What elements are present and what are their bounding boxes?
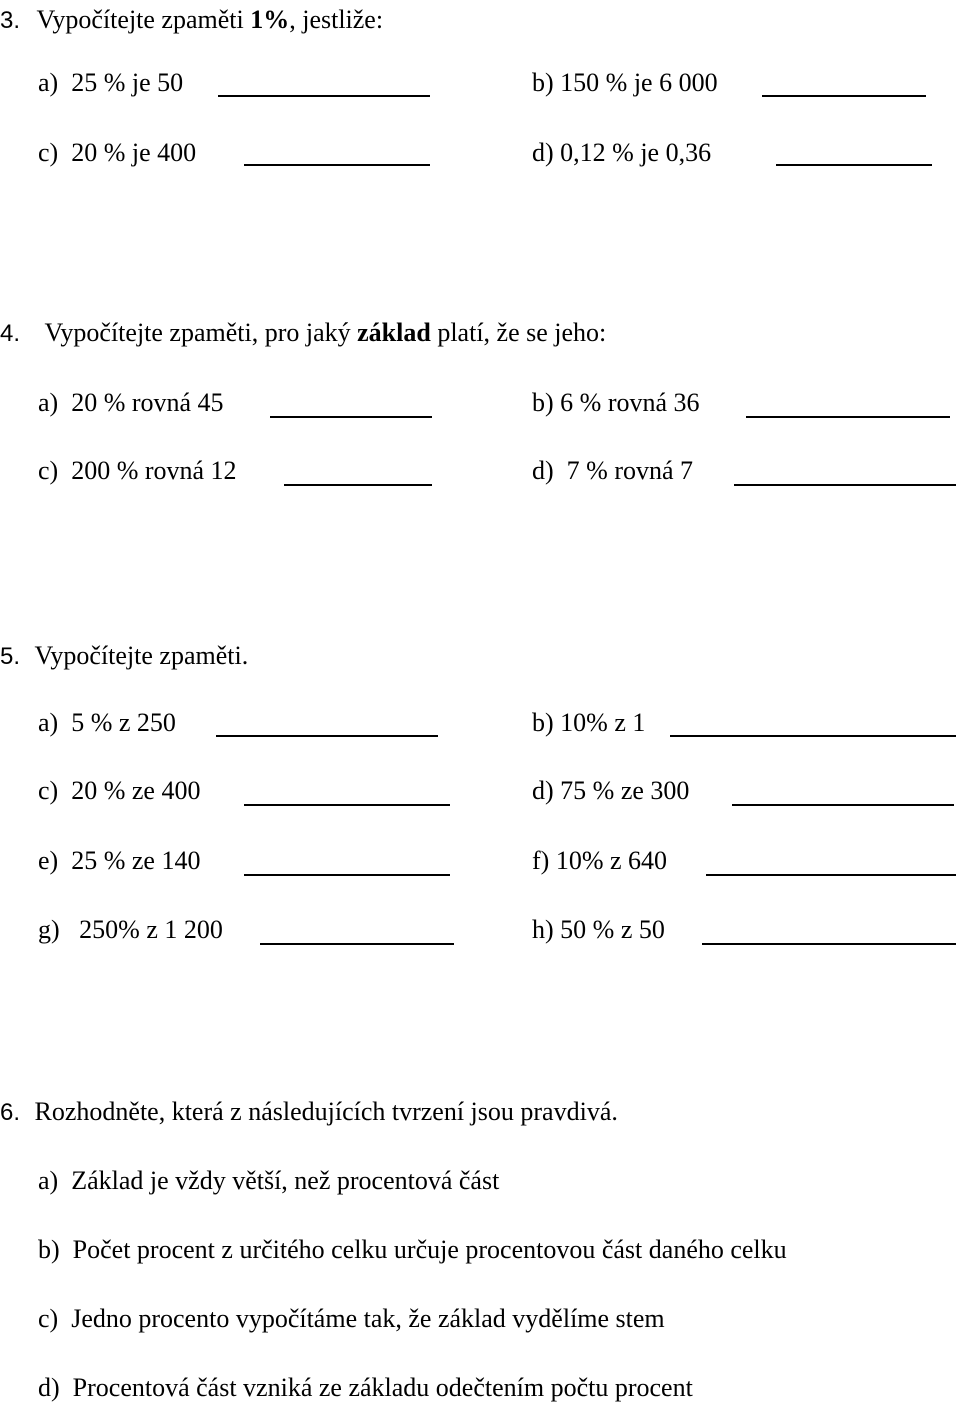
task-3-item-d bbox=[532, 138, 711, 168]
item-text: 25 % je 50 bbox=[71, 68, 184, 97]
item-label: a) bbox=[38, 68, 59, 97]
item-text: Procentová část vzniká ze základu odečtením počtu procent bbox=[72, 1373, 693, 1402]
item-text: 5 % z 250 bbox=[71, 708, 176, 737]
task-3-item-c bbox=[38, 138, 196, 168]
item-label: c) bbox=[38, 138, 59, 167]
answer-blank-3b[interactable] bbox=[762, 95, 926, 97]
task-3-heading bbox=[0, 5, 383, 36]
item-label: e) bbox=[38, 846, 59, 875]
task-5-item-f bbox=[532, 846, 667, 876]
item-text: Počet procent z určitého celku určuje procentovou část daného celku bbox=[72, 1235, 787, 1264]
task-5-item-c bbox=[38, 776, 200, 806]
answer-blank-4c[interactable] bbox=[284, 484, 432, 486]
task-4-item-a bbox=[38, 388, 224, 418]
task-title-after: , jestliže: bbox=[289, 5, 384, 34]
item-label: d) bbox=[532, 776, 554, 805]
item-text: 200 % rovná 12 bbox=[71, 456, 237, 485]
item-label: b) bbox=[532, 708, 554, 737]
task-5-item-e bbox=[38, 846, 200, 876]
task-title-before: Vypočítejte zpaměti, pro jaký bbox=[44, 318, 358, 347]
task-4-item-b bbox=[532, 388, 700, 418]
item-text: 20 % ze 400 bbox=[71, 776, 201, 805]
item-label: d) bbox=[532, 456, 554, 485]
answer-blank-3d[interactable] bbox=[776, 164, 932, 166]
task-title: Rozhodněte, která z následujících tvrzení jsou pravdivá. bbox=[34, 1097, 618, 1126]
item-text: 25 % ze 140 bbox=[71, 846, 201, 875]
item-text: 75 % ze 300 bbox=[560, 776, 690, 805]
item-text: 7 % rovná 7 bbox=[566, 456, 694, 485]
answer-blank-5h[interactable] bbox=[702, 943, 956, 945]
answer-blank-5g[interactable] bbox=[260, 943, 454, 945]
item-label: d) bbox=[38, 1373, 60, 1402]
task-5-heading bbox=[0, 641, 248, 672]
task-5-item-d bbox=[532, 776, 689, 806]
task-title: Vypočítejte zpaměti. bbox=[34, 641, 249, 670]
item-label: a) bbox=[38, 708, 59, 737]
item-label: b) bbox=[532, 388, 554, 417]
item-text: 20 % rovná 45 bbox=[71, 388, 224, 417]
task-5-item-b bbox=[532, 708, 645, 738]
item-label: c) bbox=[38, 1304, 59, 1333]
task-number: 3. bbox=[0, 7, 21, 34]
task-5-item-g bbox=[38, 915, 223, 945]
task-6-item-c bbox=[38, 1304, 665, 1334]
task-6-item-b bbox=[38, 1235, 787, 1265]
task-5-item-h bbox=[532, 915, 665, 945]
item-label: h) bbox=[532, 915, 554, 944]
item-label: g) bbox=[38, 915, 60, 944]
task-title-before: Vypočítejte zpaměti bbox=[36, 5, 251, 34]
answer-blank-5f[interactable] bbox=[706, 874, 956, 876]
item-text: 50 % z 50 bbox=[560, 915, 665, 944]
task-6-item-a bbox=[38, 1166, 499, 1196]
task-title-bold: základ bbox=[357, 318, 431, 347]
answer-blank-4d[interactable] bbox=[734, 484, 956, 486]
task-5-item-a bbox=[38, 708, 176, 738]
task-number: 4. bbox=[0, 320, 21, 347]
task-title-after: platí, že se jeho: bbox=[430, 318, 607, 347]
item-text: 20 % je 400 bbox=[71, 138, 197, 167]
task-title-bold: 1% bbox=[250, 5, 290, 34]
task-6-heading bbox=[0, 1097, 618, 1128]
answer-blank-5a[interactable] bbox=[216, 735, 438, 737]
task-3-item-a bbox=[38, 68, 183, 98]
answer-blank-5e[interactable] bbox=[244, 874, 450, 876]
answer-blank-4b[interactable] bbox=[746, 416, 950, 418]
answer-blank-4a[interactable] bbox=[270, 416, 432, 418]
item-text: 6 % rovná 36 bbox=[560, 388, 700, 417]
item-text: 0,12 % je 0,36 bbox=[560, 138, 712, 167]
task-number: 5. bbox=[0, 643, 21, 670]
item-text: 250% z 1 200 bbox=[79, 915, 223, 944]
item-label: b) bbox=[38, 1235, 60, 1264]
item-text: 10% z 640 bbox=[555, 846, 668, 875]
answer-blank-5c[interactable] bbox=[244, 804, 450, 806]
item-label: a) bbox=[38, 388, 59, 417]
task-4-item-d bbox=[532, 456, 693, 486]
item-label: b) bbox=[532, 68, 554, 97]
answer-blank-3a[interactable] bbox=[218, 95, 430, 97]
item-label: a) bbox=[38, 1166, 59, 1195]
item-label: d) bbox=[532, 138, 554, 167]
answer-blank-5b[interactable] bbox=[670, 735, 956, 737]
answer-blank-3c[interactable] bbox=[244, 164, 430, 166]
answer-blank-5d[interactable] bbox=[732, 804, 954, 806]
item-label: c) bbox=[38, 776, 59, 805]
item-text: 150 % je 6 000 bbox=[560, 68, 718, 97]
task-3-item-b bbox=[532, 68, 718, 98]
item-text: 10% z 1 bbox=[560, 708, 646, 737]
task-number: 6. bbox=[0, 1099, 21, 1126]
item-label: c) bbox=[38, 456, 59, 485]
item-text: Jedno procento vypočítáme tak, že základ vydělíme stem bbox=[71, 1304, 665, 1333]
item-text: Základ je vždy větší, než procentová část bbox=[71, 1166, 500, 1195]
task-6-item-d bbox=[38, 1373, 693, 1403]
task-4-item-c bbox=[38, 456, 237, 486]
task-4-heading bbox=[0, 318, 606, 349]
item-label: f) bbox=[532, 846, 550, 875]
